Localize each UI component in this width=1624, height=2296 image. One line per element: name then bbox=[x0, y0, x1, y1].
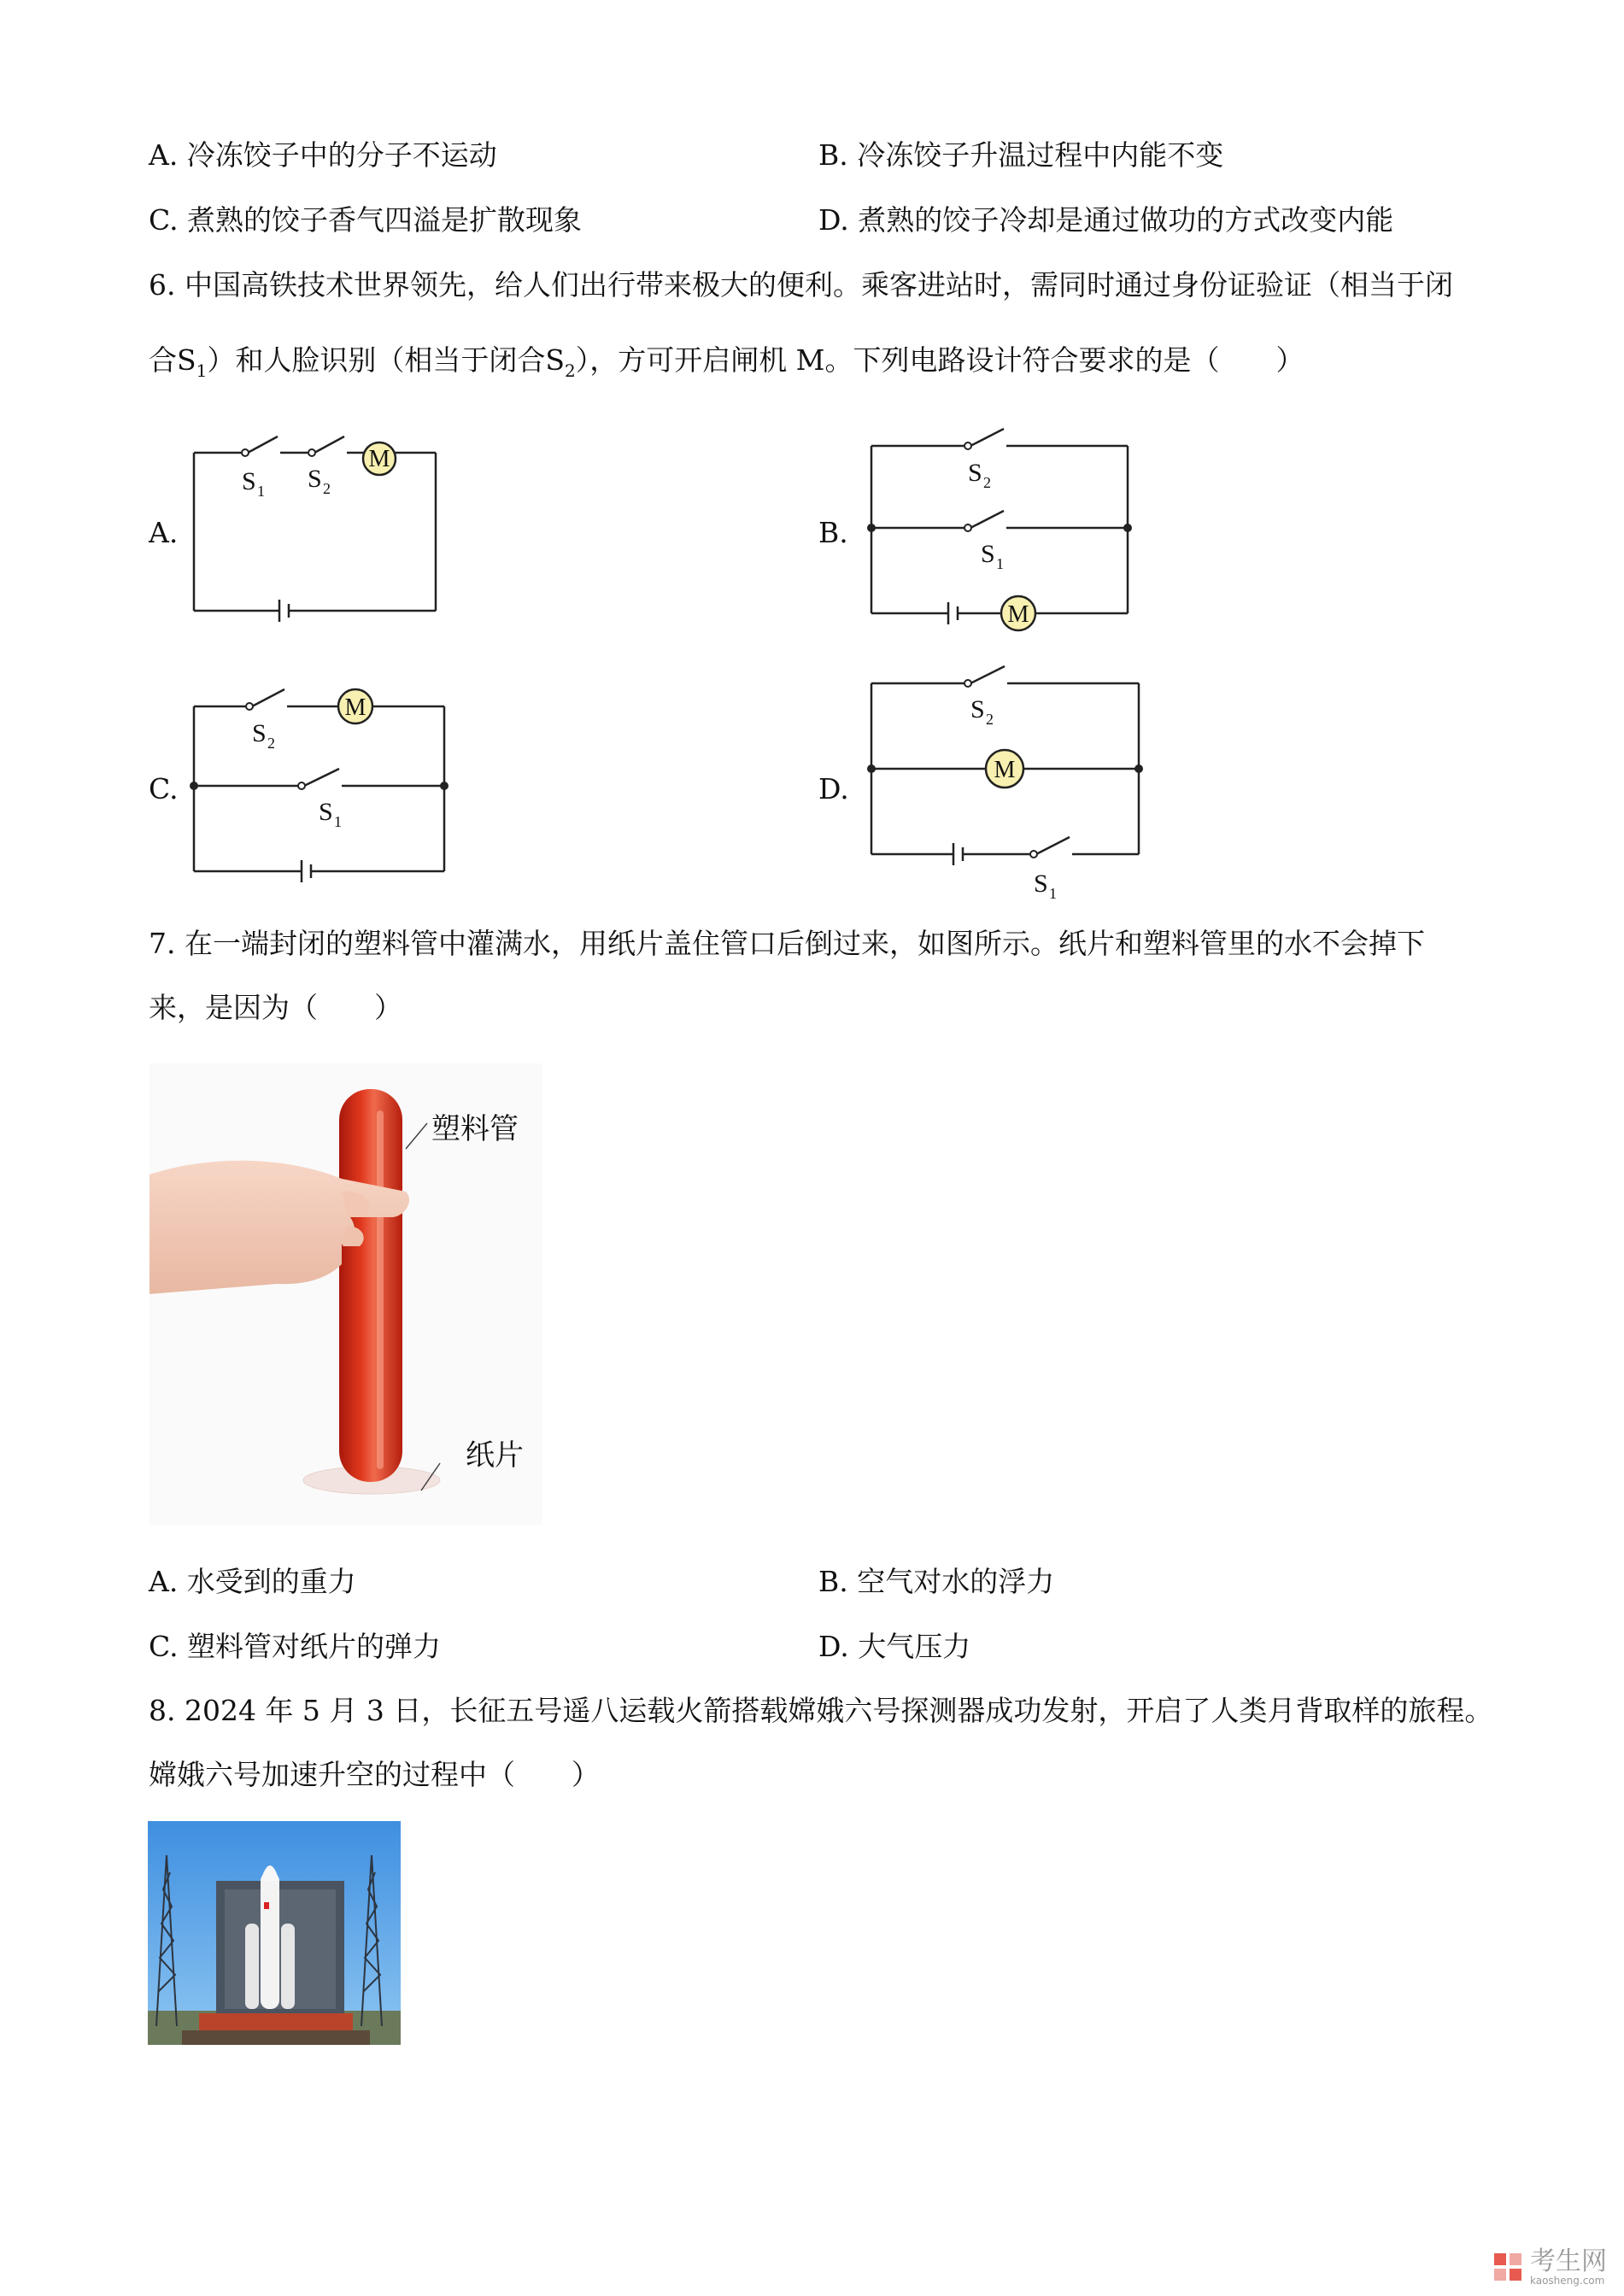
motor-label: M bbox=[344, 694, 366, 721]
q5-option-d: D. 煮熟的饺子冷却是通过做功的方式改变内能 bbox=[818, 203, 1394, 237]
q7-option-c: C. 塑料管对纸片的弹力 bbox=[149, 1630, 442, 1663]
paper-label: 纸片 bbox=[466, 1440, 524, 1472]
q7-option-a: A. 水受到的重力 bbox=[149, 1565, 356, 1598]
junction-dot bbox=[1123, 524, 1132, 532]
q7-stem-line2: 来，是因为（ ） bbox=[149, 991, 402, 1024]
q7-option-d: D. 大气压力 bbox=[818, 1630, 971, 1663]
s2-label: S bbox=[308, 465, 322, 493]
s1-label: S bbox=[319, 798, 333, 826]
tube-photo bbox=[150, 1063, 542, 1525]
circuit-d bbox=[854, 659, 1145, 907]
switch-s1-lever bbox=[304, 769, 339, 786]
q5-option-c: C. 煮熟的饺子香气四溢是扩散现象 bbox=[149, 203, 583, 237]
q7-stem-line1: 7. 在一端封闭的塑料管中灌满水，用纸片盖住管口后倒过来，如图所示。纸片和塑料管里的水不会掉下 bbox=[149, 927, 1425, 960]
switch-s2-lever bbox=[970, 429, 1004, 446]
tube-label: 塑料管 bbox=[431, 1114, 519, 1145]
q8-stem-line1: 8. 2024 年 5 月 3 日，长征五号遥八运载火箭搭载嫦娥六号探测器成功发射，开启了人类月背取样的旅程。 bbox=[149, 1694, 1493, 1727]
circuit-d-label: D. bbox=[818, 772, 849, 805]
circuit-b-label: B. bbox=[818, 516, 848, 549]
q6-stem-line2 bbox=[149, 343, 1304, 388]
junction-dot bbox=[1134, 764, 1143, 773]
switch-s1-lever bbox=[1036, 837, 1070, 854]
booster-right bbox=[281, 1924, 295, 2009]
launch-platform bbox=[199, 2013, 353, 2030]
q7-option-b: B. 空气对水的浮力 bbox=[818, 1565, 1055, 1598]
motor-label: M bbox=[368, 446, 390, 472]
motor-label: M bbox=[1007, 601, 1029, 628]
s2-label: S bbox=[968, 459, 982, 487]
switch-s2-lever bbox=[970, 666, 1005, 683]
s2-subscript: 2 bbox=[983, 474, 991, 491]
switch-s1-lever bbox=[970, 511, 1004, 528]
switch-s2-lever bbox=[252, 689, 284, 706]
watermark-url: kaosheng.com bbox=[1530, 2275, 1605, 2287]
s2-symbol: $S_2$ bbox=[545, 343, 576, 381]
switch-s2-lever bbox=[314, 436, 344, 453]
s2-subscript: 2 bbox=[267, 735, 275, 752]
s1-subscript: 1 bbox=[257, 483, 265, 500]
circuit-a bbox=[184, 423, 449, 624]
rocket-photo bbox=[148, 1821, 401, 2045]
s1-subscript: 1 bbox=[996, 555, 1004, 572]
q8-stem-line2: 嫦娥六号加速升空的过程中（ ） bbox=[149, 1758, 600, 1791]
plastic-tube bbox=[339, 1089, 402, 1482]
circuit-c-label: C. bbox=[149, 772, 179, 805]
s2-label: S bbox=[252, 719, 267, 747]
circuit-a-label: A. bbox=[149, 516, 179, 549]
s1-label: S bbox=[242, 467, 256, 495]
q5-option-b: B. 冷冻饺子升温过程中内能不变 bbox=[818, 138, 1224, 172]
booster-left bbox=[245, 1924, 259, 2009]
s1-label: S bbox=[1034, 870, 1048, 898]
watermark bbox=[1492, 2248, 1607, 2286]
motor-label: M bbox=[994, 757, 1016, 783]
junction-dot bbox=[867, 524, 876, 532]
q5-option-a: A. 冷冻饺子中的分子不运动 bbox=[149, 138, 497, 172]
s1-subscript: 1 bbox=[334, 813, 342, 830]
s1-subscript: 1 bbox=[1049, 885, 1057, 902]
q6-text-c: ），方可开启闸机 M。下列电路设计符合要求的是（ ） bbox=[575, 343, 1304, 377]
s2-label: S bbox=[970, 695, 985, 723]
s2-subscript: 2 bbox=[323, 480, 331, 497]
q6-stem-line1: 6. 中国高铁技术世界领先，给人们出行带来极大的便利。乘客进站时，需同时通过身份证验证（相当于闭 bbox=[149, 268, 1453, 302]
circuit-b bbox=[854, 419, 1145, 641]
q6-text-b: ）和人脸识别（相当于闭合 bbox=[207, 343, 546, 377]
rocket-core bbox=[261, 1872, 279, 2009]
junction-dot bbox=[190, 782, 198, 790]
s1-symbol: $S_1$ bbox=[177, 343, 208, 381]
s1-label: S bbox=[981, 540, 995, 568]
watermark-logo-icon bbox=[1492, 2252, 1523, 2282]
junction-dot bbox=[440, 782, 449, 790]
watermark-name: 考生网 bbox=[1530, 2246, 1607, 2276]
circuit-c bbox=[184, 675, 457, 893]
junction-dot bbox=[867, 764, 876, 773]
q6-text-a: 合 bbox=[149, 343, 177, 377]
s2-subscript: 2 bbox=[986, 711, 994, 728]
switch-s1-lever bbox=[248, 436, 278, 453]
